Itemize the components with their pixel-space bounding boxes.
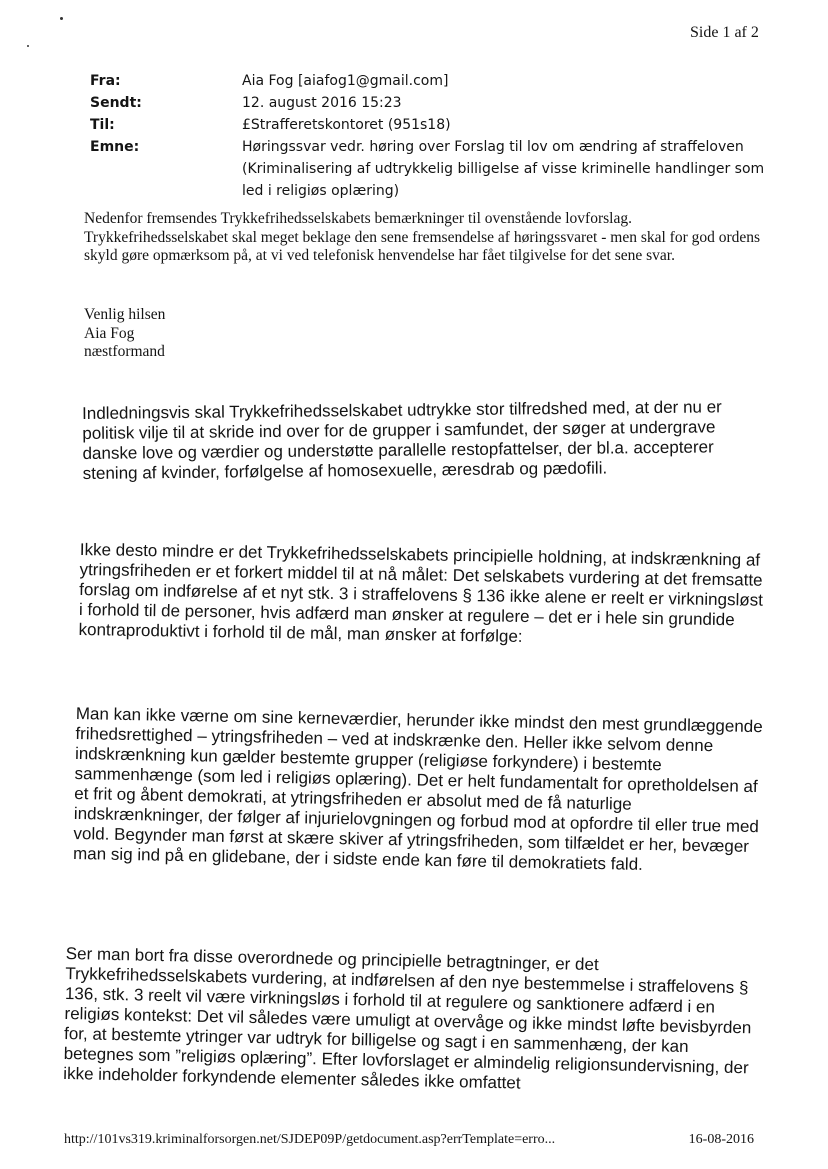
- subject-value: Høringssvar vedr. høring over Forslag til lov om ændring af straffeloven (Kriminalisering af udtrykkelig billigelse af visse kriminelle handlinger som led i religiøs oplæring): [242, 139, 765, 199]
- scan-speck: [60, 17, 63, 20]
- cover-text: Nedenfor fremsendes Trykkefrihedsselskabets bemærkninger til ovenstående lovforslag. Trykkefrihedsselskabet skal meget beklage den sene fremsendelse af høringssvaret - men skal for god ordens skyld gøre opmærksom på, at vi ved telefonisk henvendelse har fået tilgivelse for det sene svar.: [84, 210, 761, 264]
- cover-note: [84, 210, 764, 266]
- signature-name: Aia Fog: [84, 324, 135, 342]
- to-value: £Strafferetskontoret (951s18): [242, 117, 451, 133]
- body-paragraph-core-values: Man kan ikke værne om sine kerneværdier, herunder ikke mindst den mest grundlæggende frihedsrettighed – ytringsfriheden – ved at indskrænke den. Heller ikke selvom denne indskrænkning kun gælder bestemte grupper (religiøse forkyndere) i bestemte sammenhænge (som led i religiøs oplæring). Det er helt fundamentalt for opretholdelsen af et frit og åbent demokrati, at ytringsfriheden er absolut med de få naturlige indskrænkninger, der følger af injurielovgningen og forbud mod at opfordre til eller true med vold. Begynder man først at skære skiver af ytringsfriheden, som tilfældet er her, bevæger man sig ind på en glidebane, der i sidste ende kan føre til demokratiets fald.: [72, 704, 763, 874]
- to-row: [90, 114, 770, 136]
- email-header: [90, 70, 770, 202]
- from-row: [90, 70, 770, 92]
- signature-title: næstformand: [84, 343, 165, 360]
- from-value: Aia Fog [aiafog1@gmail.com]: [242, 73, 449, 89]
- footer-date: 16-08-2016: [688, 1132, 754, 1147]
- body-paragraph-principle: Ikke desto mindre er det Trykkefrihedsselskabets principielle holdning, at indskrænkning af ytringsfriheden er et forkert middel til at nå målet: Det selskabets vurdering at det fremsatte forslag om indførelse af et nyt stk. 3 i straffelovens § 136 ikke alene er reelt er virkningsløst i forhold til de personer, hvis adfærd man ønsker at regulere – det er i hele sin grundide kontraproduktivt i forhold til de mål, man ønsker at forfølge:: [78, 540, 764, 646]
- footer-url: http://101vs319.kriminalforsorgen.net/SJDEP09P/getdocument.asp?errTemplate=erro...: [64, 1132, 556, 1147]
- sent-row: [90, 92, 770, 114]
- scan-speck: [27, 45, 29, 47]
- to-label: Til:: [90, 117, 115, 133]
- from-label: Fra:: [90, 73, 121, 89]
- signature-greeting: Venlig hilsen: [84, 306, 166, 323]
- sent-value: 12. august 2016 15:23: [242, 95, 402, 111]
- subject-label: Emne:: [90, 139, 140, 155]
- body-paragraph-assessment: Ser man bort fra disse overordnede og principielle betragtninger, er det Trykkefrihedsselskabets vurdering, at indførelsen af den nye bestemmelse i straffelovens § 136, stk. 3 reelt vil være virkningsløs i forhold til at regulere og sanktionere adfærd i en religiøs kontekst: Det vil således være umuligt at overvåge og ikke mindst løfte bevisbyrden for, at bestemte ytringer var udtryk for billigelse og sagt i en sammenhæng, der kan betegnes som ”religiøs oplæring”. Efter lovforslaget er almindelig religionsundervisning, der ikke indeholder forkyndende elementer således ikke omfattet: [63, 944, 752, 1093]
- signature-block: [84, 306, 165, 362]
- body-paragraph-intro: Indledningsvis skal Trykkefrihedsselskabet udtrykke stor tilfredshed med, at der nu er politisk vilje til at skride ind over for de grupper i samfundet, der søger at undergrave danske love og værdier og understøtte parallelle restopfattelser, der bl.a. accepterer stening af kvinder, forfølgelse af homosexuelle, æresdrab og pædofili.: [82, 397, 722, 483]
- page-number: Side 1 af 2: [690, 24, 759, 41]
- sent-label: Sendt:: [90, 95, 142, 111]
- subject-row: [90, 136, 770, 202]
- page-footer: [64, 1132, 754, 1148]
